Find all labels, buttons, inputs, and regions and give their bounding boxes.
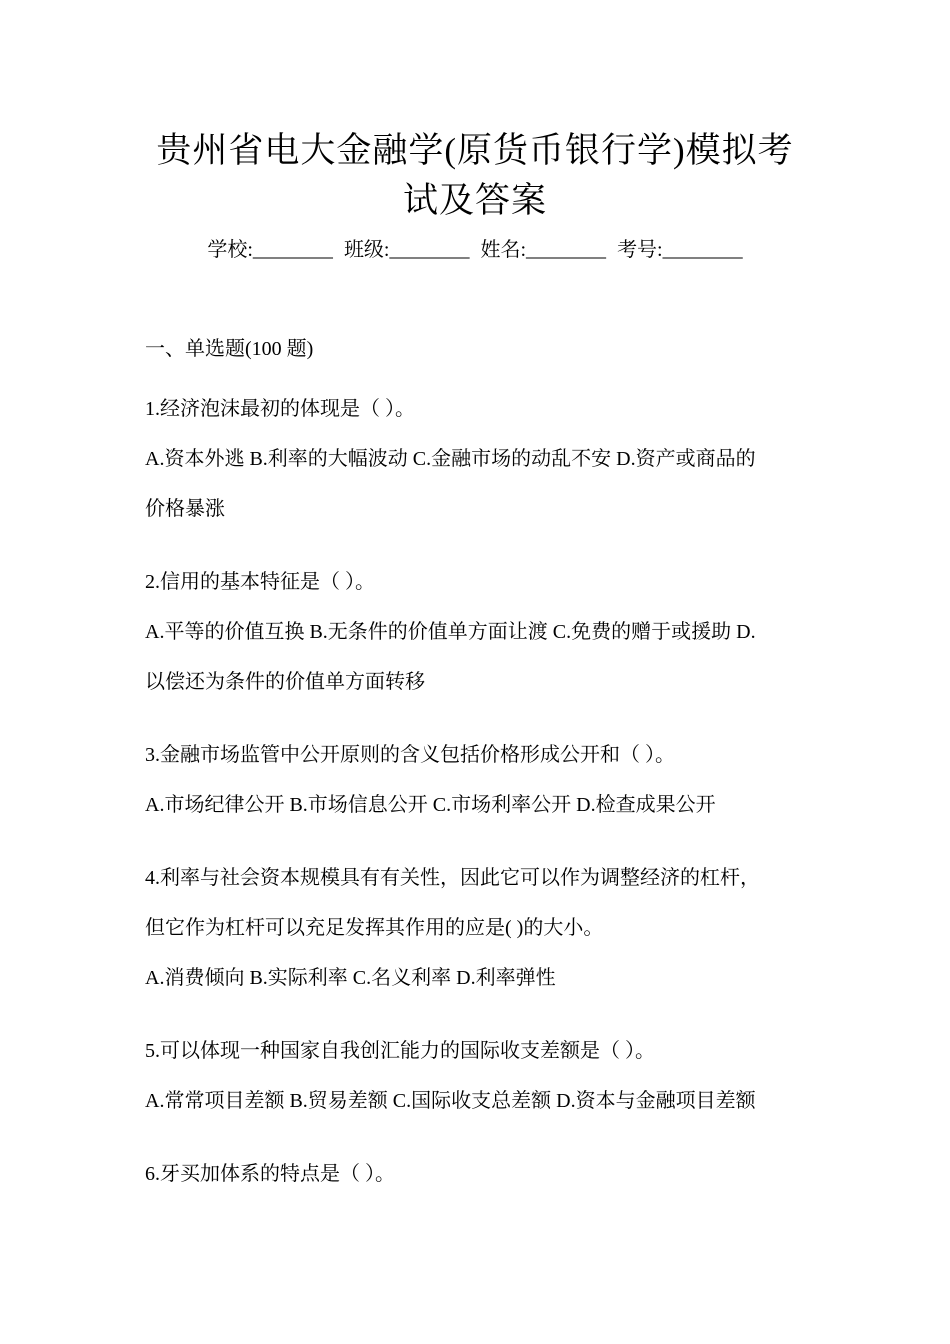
question-item bbox=[145, 384, 810, 534]
question-item bbox=[145, 1026, 810, 1126]
question-stem: 3.金融市场监管中公开原则的含义包括价格形成公开和（ ）。 bbox=[145, 744, 675, 766]
section-heading: 一、单选题(100 题) bbox=[145, 338, 314, 360]
question-options: A.平等的价值互换 B.无条件的价值单方面让渡 C.免费的赠于或援助 D. bbox=[145, 621, 756, 643]
name-field: 姓名:________ bbox=[480, 239, 607, 261]
question-stem: 1.经济泡沫最初的体现是（ ）。 bbox=[145, 398, 415, 420]
question-stem: 2.信用的基本特征是（ ）。 bbox=[145, 571, 375, 593]
question-options: A.常常项目差额 B.贸易差额 C.国际收支总差额 D.资本与金融项目差额 bbox=[145, 1090, 756, 1112]
question-stem: 4.利率与社会资本规模具有有关性，因此它可以作为调整经济的杠杆， bbox=[145, 867, 760, 889]
question-item bbox=[145, 1149, 810, 1199]
question-options: A.资本外逃 B.利率的大幅波动 C.金融市场的动乱不安 D.资产或商品的 bbox=[145, 448, 756, 470]
question-item bbox=[145, 730, 810, 830]
title-line-1: 贵州省电大金融学(原货币银行学)模拟考 bbox=[156, 131, 794, 170]
question-options: A.消费倾向 B.实际利率 C.名义利率 D.利率弹性 bbox=[145, 967, 556, 989]
question-options: 价格暴涨 bbox=[145, 498, 225, 520]
question-stem: 5.可以体现一种国家自我创汇能力的国际收支差额是（ ）。 bbox=[145, 1040, 655, 1062]
question-options: 以偿还为条件的价值单方面转移 bbox=[145, 671, 425, 693]
question-list bbox=[145, 384, 810, 1222]
question-stem: 但它作为杠杆可以充足发挥其作用的应是( )的大小。 bbox=[145, 917, 604, 939]
question-item bbox=[145, 853, 810, 1003]
question-item bbox=[145, 557, 810, 707]
class-field: 班级:________ bbox=[343, 239, 470, 261]
school-field: 学校:________ bbox=[207, 239, 333, 261]
document-title bbox=[145, 126, 805, 226]
title-line-2: 试及答案 bbox=[402, 181, 547, 220]
question-stem: 6.牙买加体系的特点是（ ）。 bbox=[145, 1163, 395, 1185]
exam-number-field: 考号:________ bbox=[617, 239, 743, 261]
question-options: A.市场纪律公开 B.市场信息公开 C.市场利率公开 D.检查成果公开 bbox=[145, 794, 716, 816]
student-info-line bbox=[145, 234, 805, 266]
